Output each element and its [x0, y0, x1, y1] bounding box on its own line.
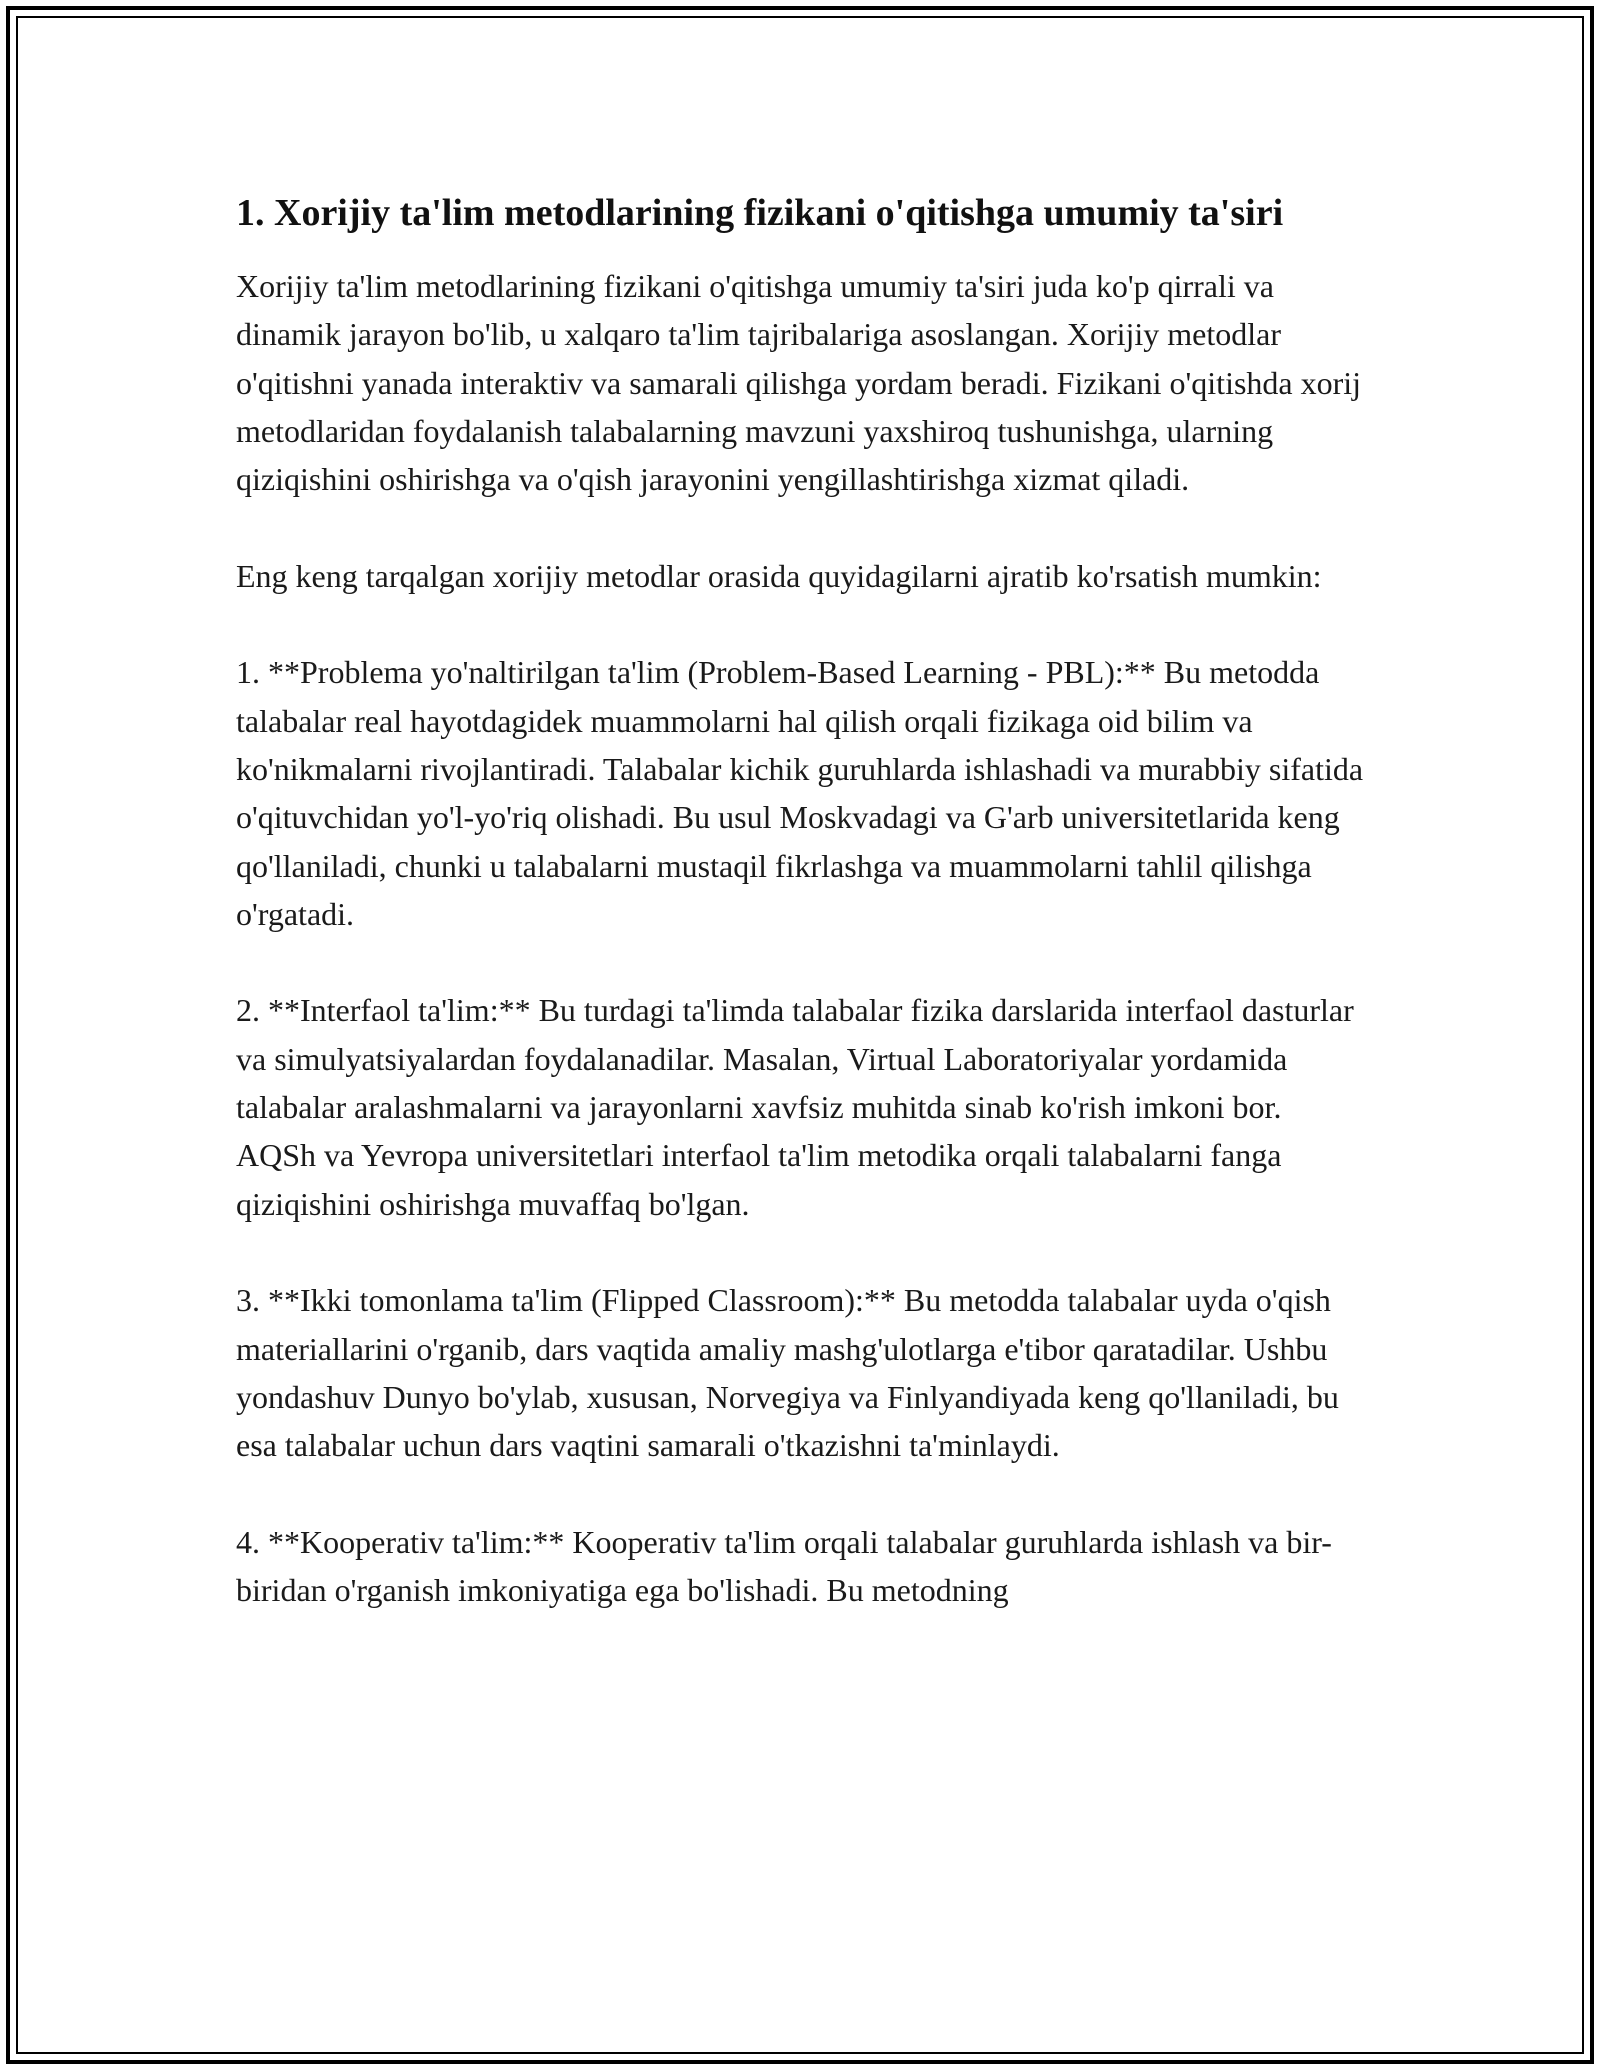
- document-body: [236, 186, 1366, 1663]
- method-interactive-paragraph: 2. **Interfaol ta'lim:** Bu turdagi ta'limda talabalar fizika darslarida interfaol dasturlar va simulyatsiyalardan foydalanadilar. Masalan, Virtual Laboratoriyalar yordamida talabalar aralashmalarni va jarayonlarni xavfsiz muhitda sinab ko'rish imkoni bor. AQSh va Yevropa universitetlari interfaol ta'lim metodika orqali talabalarni fanga qiziqishini oshirishga muvaffaq bo'lgan.: [236, 992, 1354, 1222]
- intro-paragraph: Xorijiy ta'lim metodlarining fizikani o'qitishga umumiy ta'siri juda ko'p qirrali va dinamik jarayon bo'lib, u xalqaro ta'lim tajribalariga asoslangan. Xorijiy metodlar o'qitishni yanada interaktiv va samarali qilishga yordam beradi. Fizikani o'qitishda xorij metodlaridan foydalanish talabalarning mavzuni yaxshiroq tushunishga, ularning qiziqishini oshirishga va o'qish jarayonini yengillashtirishga xizmat qiladi.: [236, 268, 1362, 498]
- methods-intro-paragraph: Eng keng tarqalgan xorijiy metodlar orasida quyidagilarni ajratib ko'rsatish mumkin:: [236, 557, 1322, 594]
- method-flipped-classroom-paragraph: 3. **Ikki tomonlama ta'lim (Flipped Classroom):** Bu metodda talabalar uyda o'qish materiallarini o'rganib, dars vaqtida amaliy mashg'ulotlarga e'tibor qaratadilar. Ushbu yondashuv Dunyo bo'ylab, xususan, Norvegiya va Finlyandiyada keng qo'llaniladi, bu esa talabalar uchun dars vaqtini samarali o'tkazishni ta'minlaydi.: [236, 1282, 1339, 1464]
- section-heading: 1. Xorijiy ta'lim metodlarining fizikani o'qitishga umumiy ta'siri: [236, 192, 1284, 234]
- method-cooperative-paragraph: 4. **Kooperativ ta'lim:** Kooperativ ta'lim orqali talabalar guruhlarda ishlash va bir-biridan o'rganish imkoniyatiga ega bo'lishadi. Bu metodning: [236, 1523, 1332, 1609]
- method-pbl-paragraph: 1. **Problema yo'naltirilgan ta'lim (Problem-Based Learning - PBL):** Bu metodda talabalar real hayotdagidek muammolarni hal qilish orqali fizikaga oid bilim va ko'nikmalarni rivojlantiradi. Talabalar kichik guruhlarda ishlashadi va murabbiy sifatida o'qituvchidan yo'l-yo'riq olishadi. Bu usul Moskvadagi va G'arb universitetlarida keng qo'llaniladi, chunki u talabalarni mustaqil fikrlashga va muammolarni tahlil qilishga o'rgatadi.: [236, 654, 1364, 932]
